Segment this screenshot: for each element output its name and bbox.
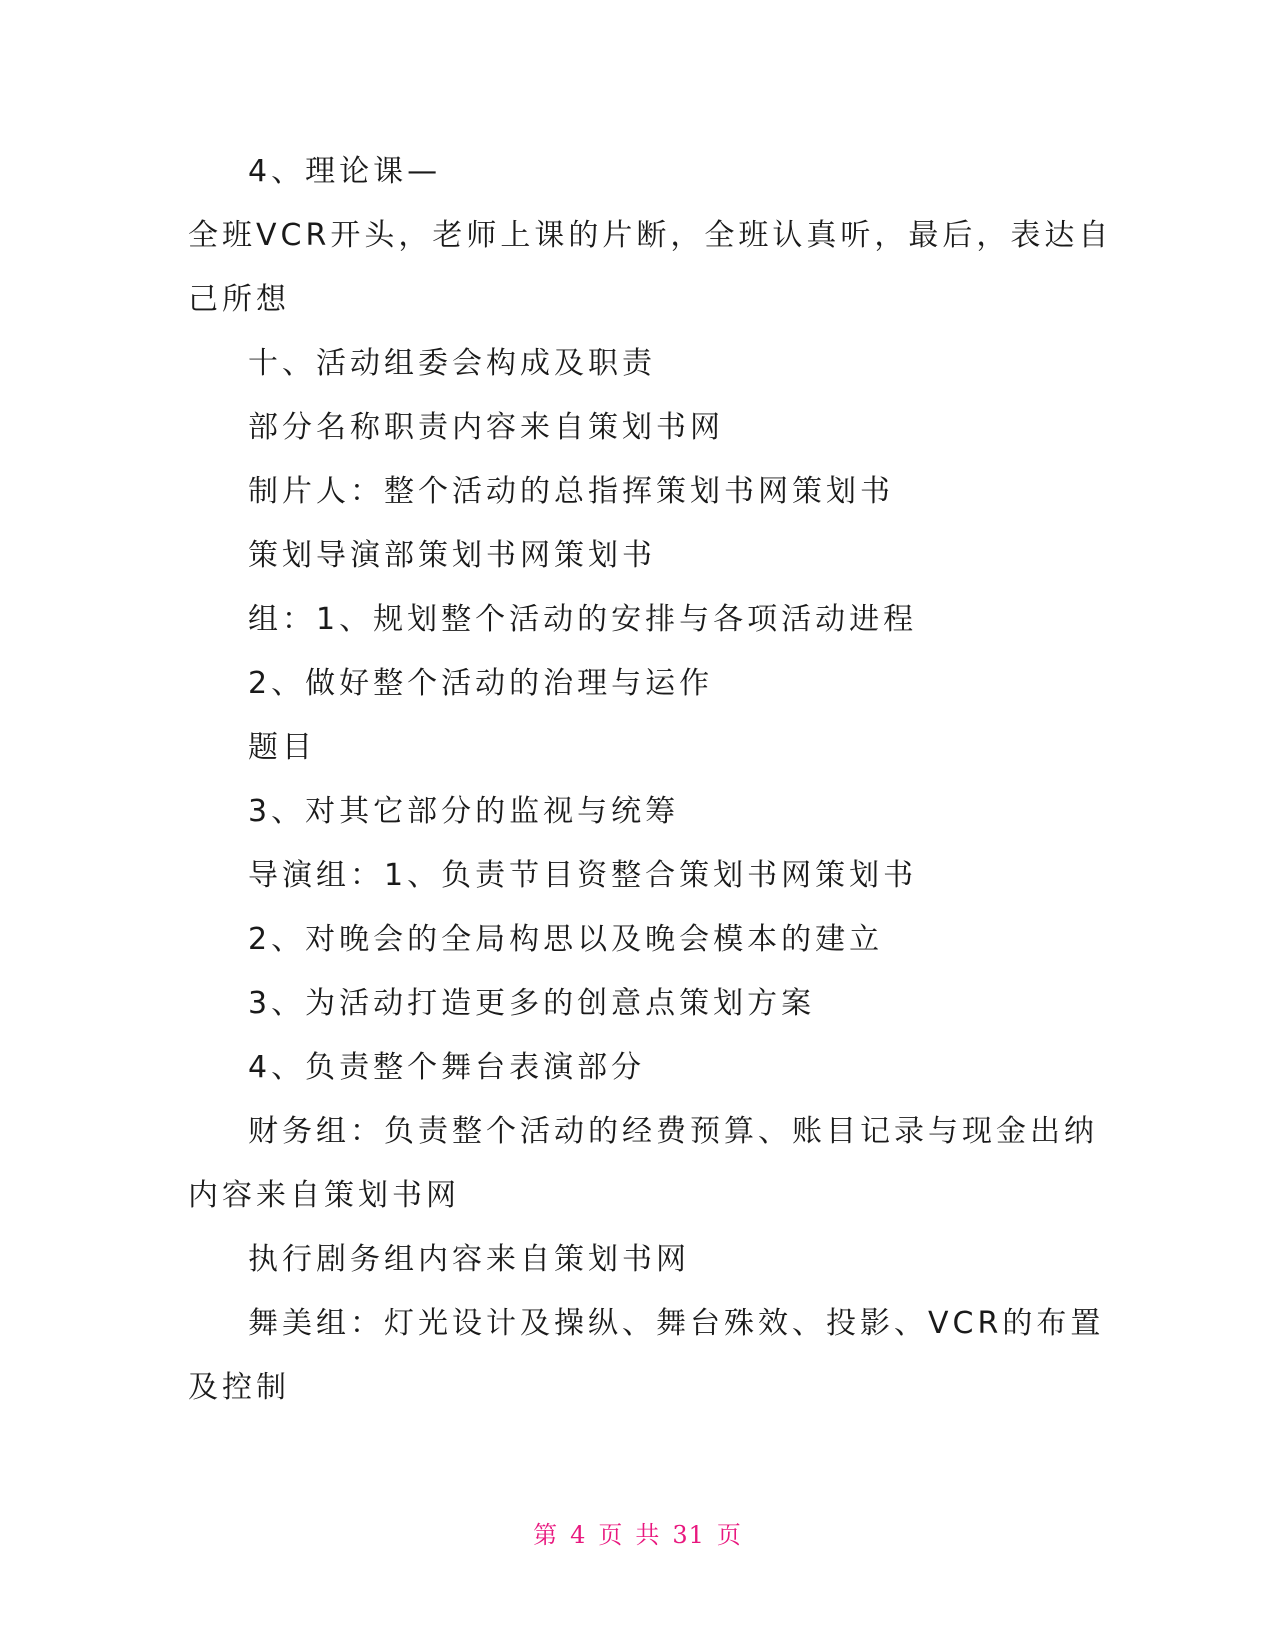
paragraph-1: 4、理论课— (248, 154, 442, 189)
paragraph-10: 题目 (248, 730, 316, 765)
footer-total-label: 共 (635, 1521, 661, 1549)
paragraph-18: 执行剧务组内容来自策划书网 (248, 1242, 690, 1277)
paragraph-12: 导演组：1、负责节目资整合策划书网策划书 (248, 858, 918, 893)
paragraph-2: 全班VCR开头，老师上课的片断，全班认真听，最后，表达自 (188, 218, 1113, 253)
paragraph-3: 己所想 (188, 282, 290, 317)
paragraph-16: 财务组：负责整个活动的经费预算、账目记录与现金出纳 (248, 1114, 1098, 1149)
paragraph-11: 3、对其它部分的监视与统筹 (248, 794, 680, 829)
footer-suffix: 页 (716, 1521, 742, 1549)
footer-current-page: 4 (570, 1521, 587, 1549)
footer-prefix: 第 (533, 1521, 559, 1549)
paragraph-13: 2、对晚会的全局构思以及晚会模本的建立 (248, 922, 884, 957)
paragraph-5: 部分名称职责内容来自策划书网 (248, 410, 724, 445)
paragraph-14: 3、为活动打造更多的创意点策划方案 (248, 986, 816, 1021)
paragraph-4: 十、活动组委会构成及职责 (248, 346, 656, 381)
footer-page-label: 页 (598, 1521, 624, 1549)
paragraph-15: 4、负责整个舞台表演部分 (248, 1050, 646, 1085)
paragraph-20: 及控制 (188, 1370, 290, 1405)
footer-total-pages: 31 (672, 1521, 705, 1549)
paragraph-9: 2、做好整个活动的治理与运作 (248, 666, 714, 701)
document-body (188, 140, 1113, 1420)
page-footer (0, 1518, 1275, 1552)
paragraph-7: 策划导演部策划书网策划书 (248, 538, 656, 573)
paragraph-17: 内容来自策划书网 (188, 1178, 460, 1213)
paragraph-8: 组：1、规划整个活动的安排与各项活动进程 (248, 602, 918, 637)
paragraph-19: 舞美组：灯光设计及操纵、舞台殊效、投影、VCR的布置 (248, 1306, 1105, 1341)
paragraph-6: 制片人：整个活动的总指挥策划书网策划书 (248, 474, 894, 509)
